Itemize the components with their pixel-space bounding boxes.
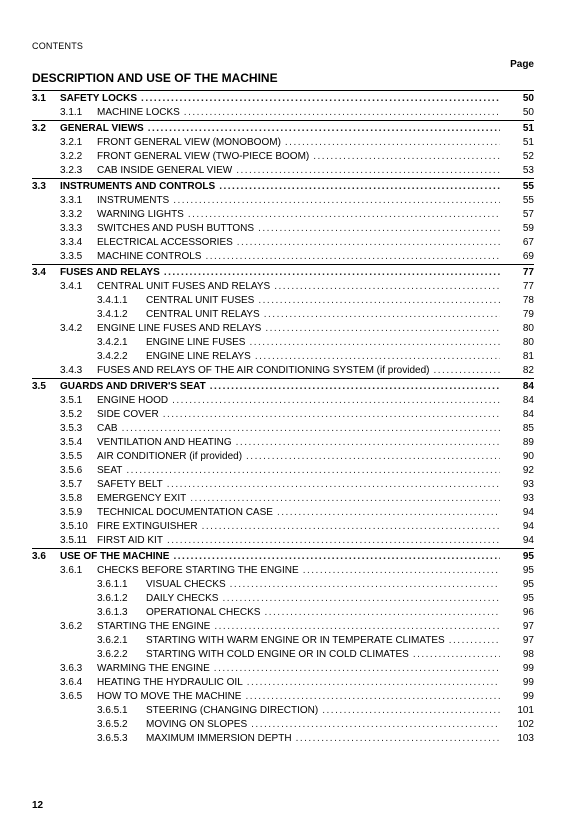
dot-leader: [249, 336, 500, 350]
entry-page-number: 82: [522, 365, 534, 376]
dot-leader: [264, 308, 500, 322]
dot-leader: [172, 394, 500, 408]
dot-leader: [222, 592, 500, 606]
entry-page-number: 84: [522, 409, 534, 420]
entry-number: 3.3.4: [60, 237, 83, 248]
entry-number: 3.5.1: [60, 395, 83, 406]
toc-subsection-entry[interactable]: [32, 394, 534, 408]
entry-page-number: 69: [522, 251, 534, 262]
entry-number: 3.6.2.2: [97, 649, 128, 660]
footer-page-number: 12: [32, 800, 44, 811]
toc-section-entry[interactable]: [32, 179, 534, 194]
entry-number: 3.5.9: [60, 507, 83, 518]
entry-title: STARTING WITH WARM ENGINE OR IN TEMPERATE CLIMATES: [146, 635, 445, 646]
toc-subsection-entry[interactable]: [32, 564, 534, 578]
entry-number: 3.6.5.3: [97, 733, 128, 744]
toc-subsubsection-entry[interactable]: [32, 308, 534, 322]
dot-leader: [190, 492, 500, 506]
toc-subsection-entry[interactable]: [32, 236, 534, 250]
entry-title: MACHINE CONTROLS: [97, 251, 202, 262]
dot-leader: [126, 464, 500, 478]
dot-leader: [265, 322, 500, 336]
dot-leader: [167, 534, 500, 548]
entry-number: 3.6.1.3: [97, 607, 128, 618]
entry-number: 3.4.2.2: [97, 351, 128, 362]
entry-number: 3.5.3: [60, 423, 83, 434]
toc-section-entry[interactable]: [32, 91, 534, 106]
toc-subsection-entry[interactable]: [32, 478, 534, 492]
entry-title: ENGINE HOOD: [97, 395, 169, 406]
entry-page-number: 52: [522, 151, 534, 162]
dot-leader: [246, 450, 500, 464]
dot-leader: [173, 549, 500, 564]
entry-number: 3.3: [32, 181, 46, 192]
entry-page-number: 89: [522, 437, 534, 448]
entry-title: ENGINE LINE RELAYS: [146, 351, 251, 362]
dot-leader: [258, 222, 500, 236]
dot-leader: [141, 91, 500, 106]
entry-title: DAILY CHECKS: [146, 593, 219, 604]
toc-subsection-entry[interactable]: [32, 208, 534, 222]
entry-number: 3.1: [32, 93, 46, 104]
entry-number: 3.5.7: [60, 479, 83, 490]
entry-page-number: 80: [522, 323, 534, 334]
entry-number: 3.5.4: [60, 437, 83, 448]
entry-page-number: 51: [522, 123, 534, 134]
entry-page-number: 67: [522, 237, 534, 248]
toc-subsubsection-entry[interactable]: [32, 606, 534, 620]
entry-number: 3.6.5: [60, 691, 83, 702]
toc-section: [32, 264, 534, 378]
entry-page-number: 95: [522, 551, 534, 562]
entry-title: SEAT: [97, 465, 123, 476]
toc-subsection-entry[interactable]: [32, 690, 534, 704]
toc-subsection-entry[interactable]: [32, 492, 534, 506]
entry-page-number: 77: [522, 267, 534, 278]
header-label: CONTENTS: [32, 41, 84, 51]
dot-leader: [433, 364, 500, 378]
dot-leader: [173, 194, 500, 208]
entry-title: CHECKS BEFORE STARTING THE ENGINE: [97, 565, 299, 576]
entry-title: INSTRUMENTS AND CONTROLS: [60, 181, 216, 192]
entry-title: VISUAL CHECKS: [146, 579, 226, 590]
entry-title: GUARDS AND DRIVER'S SEAT: [60, 381, 206, 392]
dot-leader: [148, 121, 500, 136]
entry-title: HEATING THE HYDRAULIC OIL: [97, 677, 243, 688]
entry-number: 3.3.1: [60, 195, 83, 206]
entry-title: MAXIMUM IMMERSION DEPTH: [146, 733, 292, 744]
entry-number: 3.2.2: [60, 151, 83, 162]
entry-page-number: 94: [522, 507, 534, 518]
toc-subsubsection-entry[interactable]: [32, 350, 534, 364]
entry-title: FIRE EXTINGUISHER: [97, 521, 198, 532]
dot-leader: [214, 620, 500, 634]
entry-number: 3.6.1: [60, 565, 83, 576]
entry-page-number: 99: [522, 691, 534, 702]
toc-subsection-entry[interactable]: [32, 534, 534, 548]
entry-page-number: 90: [522, 451, 534, 462]
entry-number: 3.6.5.2: [97, 719, 128, 730]
toc-subsection-entry[interactable]: [32, 408, 534, 422]
dot-leader: [163, 408, 500, 422]
entry-page-number: 57: [522, 209, 534, 220]
dot-leader: [296, 732, 500, 746]
toc-subsubsection-entry[interactable]: [32, 718, 534, 732]
toc-subsubsection-entry[interactable]: [32, 732, 534, 746]
dot-leader: [274, 280, 500, 294]
entry-number: 3.5: [32, 381, 46, 392]
entry-page-number: 50: [522, 93, 534, 104]
entry-page-number: 80: [522, 337, 534, 348]
entry-number: 3.5.11: [60, 535, 88, 546]
entry-title: MOVING ON SLOPES: [146, 719, 248, 730]
toc-subsection-entry[interactable]: [32, 422, 534, 436]
entry-number: 3.4.1.1: [97, 295, 128, 306]
entry-title: OPERATIONAL CHECKS: [146, 607, 261, 618]
entry-page-number: 51: [522, 137, 534, 148]
dot-leader: [277, 506, 500, 520]
entry-page-number: 94: [522, 535, 534, 546]
entry-title: MACHINE LOCKS: [97, 107, 180, 118]
entry-number: 3.4: [32, 267, 46, 278]
entry-page-number: 81: [522, 351, 534, 362]
dot-leader: [219, 179, 500, 194]
entry-page-number: 53: [522, 165, 534, 176]
entry-page-number: 78: [522, 295, 534, 306]
entry-title: WARMING THE ENGINE: [97, 663, 210, 674]
entry-page-number: 102: [517, 719, 534, 730]
entry-page-number: 95: [522, 593, 534, 604]
entry-title: FUSES AND RELAYS OF THE AIR CONDITIONING SYSTEM (if provided): [97, 365, 430, 376]
entry-title: CENTRAL UNIT FUSES: [146, 295, 255, 306]
toc-subsection-entry[interactable]: [32, 450, 534, 464]
entry-number: 3.2.1: [60, 137, 83, 148]
toc-section: [32, 378, 534, 548]
entry-title: ELECTRICAL ACCESSORIES: [97, 237, 233, 248]
entry-title: SIDE COVER: [97, 409, 159, 420]
toc-subsection-entry[interactable]: [32, 136, 534, 150]
entry-number: 3.3.5: [60, 251, 83, 262]
toc-section: [32, 178, 534, 264]
toc-subsection-entry[interactable]: [32, 436, 534, 450]
entry-title: FIRST AID KIT: [97, 535, 163, 546]
entry-page-number: 99: [522, 677, 534, 688]
entry-page-number: 95: [522, 565, 534, 576]
dot-leader: [258, 294, 500, 308]
dot-leader: [264, 606, 500, 620]
entry-number: 3.6.4: [60, 677, 83, 688]
entry-number: 3.4.3: [60, 365, 83, 376]
entry-number: 3.6.2: [60, 621, 83, 632]
toc-subsection-entry[interactable]: [32, 676, 534, 690]
toc-subsection-entry[interactable]: [32, 322, 534, 336]
entry-title: STEERING (CHANGING DIRECTION): [146, 705, 319, 716]
dot-leader: [164, 265, 500, 280]
dot-leader: [230, 578, 500, 592]
dot-leader: [188, 208, 500, 222]
dot-leader: [237, 236, 500, 250]
entry-title: FRONT GENERAL VIEW (MONOBOOM): [97, 137, 281, 148]
dot-leader: [205, 250, 500, 264]
entry-page-number: 84: [522, 381, 534, 392]
toc-section: [32, 90, 534, 120]
chapter-title: DESCRIPTION AND USE OF THE MACHINE: [32, 71, 278, 85]
entry-page-number: 96: [522, 607, 534, 618]
entry-number: 3.3.3: [60, 223, 83, 234]
dot-leader: [202, 520, 500, 534]
entry-number: 3.2: [32, 123, 46, 134]
entry-page-number: 55: [522, 195, 534, 206]
toc-subsubsection-entry[interactable]: [32, 648, 534, 662]
entry-number: 3.1.1: [60, 107, 83, 118]
page-column-heading: Page: [510, 59, 534, 70]
toc-subsubsection-entry[interactable]: [32, 294, 534, 308]
entry-title: CAB INSIDE GENERAL VIEW: [97, 165, 233, 176]
toc-subsection-entry[interactable]: [32, 164, 534, 178]
entry-page-number: 98: [522, 649, 534, 660]
entry-title: CENTRAL UNIT FUSES AND RELAYS: [97, 281, 271, 292]
entry-page-number: 93: [522, 479, 534, 490]
entry-title: AIR CONDITIONER (if provided): [97, 451, 243, 462]
entry-number: 3.5.10: [60, 521, 88, 532]
toc-subsubsection-entry[interactable]: [32, 592, 534, 606]
entry-number: 3.6: [32, 551, 46, 562]
entry-page-number: 55: [522, 181, 534, 192]
entry-number: 3.6.5.1: [97, 705, 128, 716]
entry-number: 3.4.2.1: [97, 337, 128, 348]
entry-title: VENTILATION AND HEATING: [97, 437, 232, 448]
entry-title: CAB: [97, 423, 118, 434]
entry-page-number: 94: [522, 521, 534, 532]
entry-number: 3.5.5: [60, 451, 83, 462]
entry-title: WARNING LIGHTS: [97, 209, 184, 220]
dot-leader: [184, 106, 500, 120]
entry-page-number: 77: [522, 281, 534, 292]
toc-subsection-entry[interactable]: [32, 280, 534, 294]
toc-section-entry[interactable]: [32, 379, 534, 394]
entry-title: STARTING WITH COLD ENGINE OR IN COLD CLIMATES: [146, 649, 409, 660]
dot-leader: [245, 690, 500, 704]
toc-subsection-entry[interactable]: [32, 222, 534, 236]
dot-leader: [449, 634, 500, 648]
entry-title: CENTRAL UNIT RELAYS: [146, 309, 260, 320]
entry-page-number: 101: [517, 705, 534, 716]
entry-title: ENGINE LINE FUSES AND RELAYS: [97, 323, 262, 334]
dot-leader: [413, 648, 500, 662]
toc-section-entry[interactable]: [32, 121, 534, 136]
toc-subsubsection-entry[interactable]: [32, 634, 534, 648]
entry-number: 3.4.1.2: [97, 309, 128, 320]
dot-leader: [247, 676, 500, 690]
toc-subsubsection-entry[interactable]: [32, 704, 534, 718]
entry-title: TECHNICAL DOCUMENTATION CASE: [97, 507, 273, 518]
toc-subsection-entry[interactable]: [32, 464, 534, 478]
entry-page-number: 84: [522, 395, 534, 406]
dot-leader: [236, 436, 500, 450]
entry-page-number: 92: [522, 465, 534, 476]
toc-subsection-entry[interactable]: [32, 150, 534, 164]
dot-leader: [122, 422, 500, 436]
entry-number: 3.6.1.2: [97, 593, 128, 604]
toc-subsection-entry[interactable]: [32, 364, 534, 378]
entry-page-number: 103: [517, 733, 534, 744]
toc-subsection-entry[interactable]: [32, 506, 534, 520]
dot-leader: [251, 718, 500, 732]
toc-subsection-entry[interactable]: [32, 106, 534, 120]
toc-subsubsection-entry[interactable]: [32, 336, 534, 350]
entry-page-number: 59: [522, 223, 534, 234]
table-of-contents: [32, 90, 534, 746]
entry-page-number: 93: [522, 493, 534, 504]
dot-leader: [210, 379, 500, 394]
entry-page-number: 50: [522, 107, 534, 118]
entry-title: ENGINE LINE FUSES: [146, 337, 246, 348]
entry-title: EMERGENCY EXIT: [97, 493, 187, 504]
toc-subsection-entry[interactable]: [32, 194, 534, 208]
entry-number: 3.5.8: [60, 493, 83, 504]
dot-leader: [167, 478, 500, 492]
entry-title: INSTRUMENTS: [97, 195, 170, 206]
entry-title: FRONT GENERAL VIEW (TWO-PIECE BOOM): [97, 151, 310, 162]
dot-leader: [285, 136, 500, 150]
toc-subsection-entry[interactable]: [32, 520, 534, 534]
dot-leader: [322, 704, 500, 718]
entry-title: USE OF THE MACHINE: [60, 551, 170, 562]
entry-number: 3.3.2: [60, 209, 83, 220]
toc-subsection-entry[interactable]: [32, 250, 534, 264]
entry-number: 3.6.2.1: [97, 635, 128, 646]
toc-section: [32, 120, 534, 178]
entry-title: STARTING THE ENGINE: [97, 621, 211, 632]
entry-title: HOW TO MOVE THE MACHINE: [97, 691, 242, 702]
entry-title: SWITCHES AND PUSH BUTTONS: [97, 223, 255, 234]
entry-number: 3.4.1: [60, 281, 83, 292]
entry-title: GENERAL VIEWS: [60, 123, 144, 134]
entry-number: 3.6.1.1: [97, 579, 128, 590]
dot-leader: [255, 350, 500, 364]
entry-page-number: 95: [522, 579, 534, 590]
entry-page-number: 85: [522, 423, 534, 434]
entry-page-number: 99: [522, 663, 534, 674]
entry-page-number: 97: [522, 621, 534, 632]
entry-number: 3.6.3: [60, 663, 83, 674]
dot-leader: [236, 164, 500, 178]
dot-leader: [214, 662, 500, 676]
toc-section-entry[interactable]: [32, 265, 534, 280]
entry-page-number: 79: [522, 309, 534, 320]
entry-title: SAFETY LOCKS: [60, 93, 138, 104]
toc-subsection-entry[interactable]: [32, 662, 534, 676]
toc-subsubsection-entry[interactable]: [32, 578, 534, 592]
toc-section-entry[interactable]: [32, 549, 534, 564]
entry-number: 3.4.2: [60, 323, 83, 334]
toc-subsection-entry[interactable]: [32, 620, 534, 634]
dot-leader: [303, 564, 500, 578]
toc-section: [32, 548, 534, 746]
entry-title: SAFETY BELT: [97, 479, 163, 490]
entry-number: 3.5.6: [60, 465, 83, 476]
entry-page-number: 97: [522, 635, 534, 646]
entry-title: FUSES AND RELAYS: [60, 267, 160, 278]
entry-number: 3.5.2: [60, 409, 83, 420]
dot-leader: [313, 150, 500, 164]
entry-number: 3.2.3: [60, 165, 83, 176]
